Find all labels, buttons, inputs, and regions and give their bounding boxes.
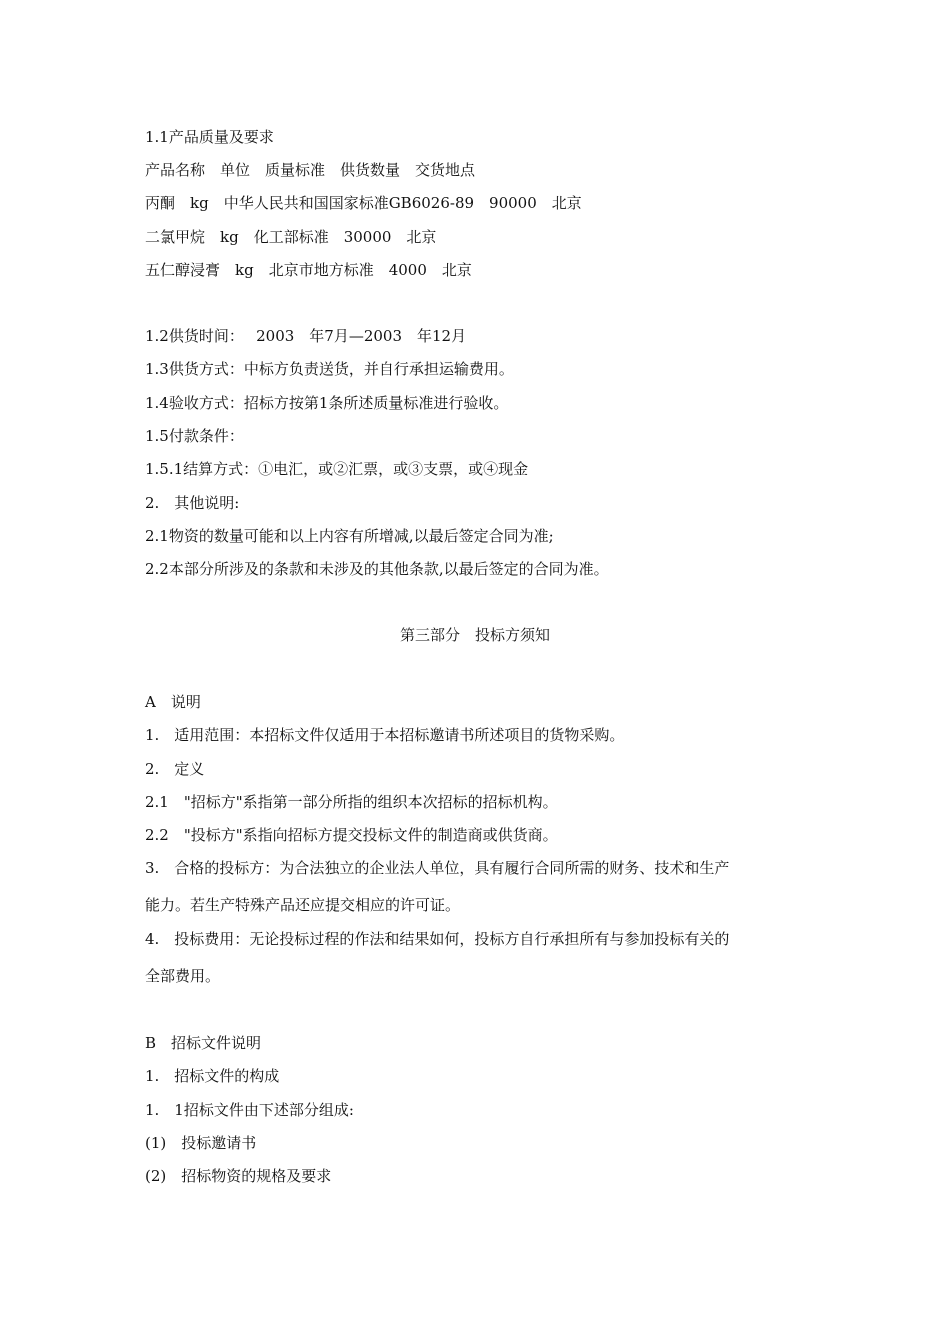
item-2: 2. 其他说明: [145,494,240,512]
section-a-item-2-1: 2.1 "招标方"系指第一部分所指的组织本次招标的招标机构。 [145,793,558,811]
item-1-5-1: 1.5.1结算方式：①电汇，或②汇票，或③支票，或④现金 [145,460,529,478]
product-table-header: 产品名称 单位 质量标准 供货数量 交货地点 [145,161,476,179]
product-row: 五仁醇浸膏 kg 北京市地方标准 4000 北京 [145,261,472,279]
section-a-item-4: 4. 投标费用：无论投标过程的作法和结果如何，投标方自行承担所有与参加投标有关的 [145,930,730,948]
section-a-heading: A 说明 [145,693,201,711]
item-2-2: 2.2本部分所涉及的条款和未涉及的其他条款,以最后签定的合同为准。 [145,560,609,578]
item-1-5: 1.5付款条件： [145,427,244,445]
item-1-3: 1.3供货方式：中标方负责送货，并自行承担运输费用。 [145,360,514,378]
section-a-item-3: 3. 合格的投标方：为合法独立的企业法人单位，具有履行合同所需的财务、技术和生产 [145,859,730,877]
item-1-2: 1.2供货时间： 2003 年7月—2003 年12月 [145,327,467,345]
section-b-list-item: (1) 投标邀请书 [145,1134,257,1152]
section-a-item-4-cont: 全部费用。 [145,967,221,985]
item-1-4: 1.4验收方式：招标方按第1条所述质量标准进行验收。 [145,394,509,412]
section-a-item-3-cont: 能力。若生产特殊产品还应提交相应的许可证。 [145,896,461,914]
product-row: 丙酮 kg 中华人民共和国国家标准GB6026-89 90000 北京 [145,194,582,212]
section-a-item-2-2: 2.2 "投标方"系指向招标方提交投标文件的制造商或供货商。 [145,826,558,844]
section-a-item-1: 1. 适用范围：本招标文件仅适用于本招标邀请书所述项目的货物采购。 [145,726,625,744]
section-a-item-2: 2. 定义 [145,760,205,778]
section-b-item-1: 1. 招标文件的构成 [145,1067,280,1085]
section-b-item-1-1: 1. 1招标文件由下述部分组成: [145,1101,354,1119]
item-2-1: 2.1物资的数量可能和以上内容有所增减,以最后签定合同为准; [145,527,554,545]
section-b-list-item: (2) 招标物资的规格及要求 [145,1167,332,1185]
heading-1-1: 1.1产品质量及要求 [145,128,274,146]
section-b-heading: B 招标文件说明 [145,1034,262,1052]
product-row: 二氯甲烷 kg 化工部标准 30000 北京 [145,228,437,246]
part3-title: 第三部分 投标方须知 [399,626,550,644]
